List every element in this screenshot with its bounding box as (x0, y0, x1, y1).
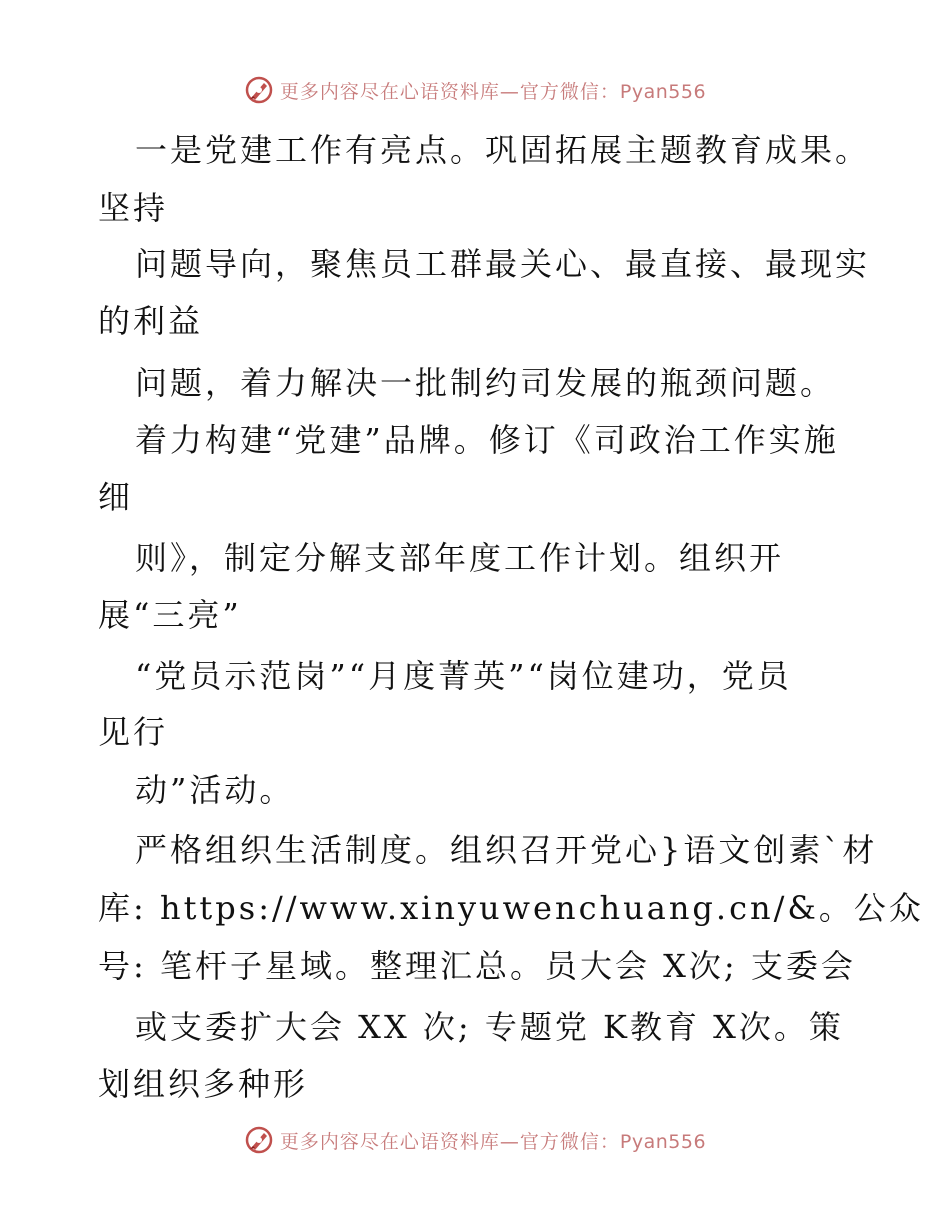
text-line: 的利益 (98, 302, 204, 340)
text-line: 则》，制定分解支部年度工作计划。组织开 (135, 539, 785, 577)
watermark-footer (0, 1122, 950, 1158)
watermark-text: 更多内容尽在心语资料库—官方微信：Pyan556 (279, 1130, 707, 1153)
watermark-text: 更多内容尽在心语资料库—官方微信：Pyan556 (279, 80, 707, 103)
text-line: 坚持 (98, 189, 169, 227)
text-line: 问题，着力解决一批制约司发展的瓶颈问题。 (135, 364, 836, 402)
text-line: 严格组织生活制度。组织召开党心}语文创素`材 (135, 831, 878, 869)
text-line: 展“三亮” (98, 596, 242, 634)
text-line: 见行 (98, 713, 169, 751)
text-line: 动”活动。 (135, 771, 295, 809)
pen-logo-icon (244, 75, 274, 105)
text-line: 一是党建工作有亮点。巩固拓展主题教育成果。 (135, 131, 871, 169)
watermark-header (0, 72, 950, 108)
text-line: 库: https://www.xinyuwenchuang.cn/&。公众 (98, 889, 924, 927)
text-line: 着力构建“党建”品牌。修订《司政治工作实施 (135, 421, 839, 459)
text-line: “党员示范岗”“月度菁英”“岗位建功，党员 (135, 657, 792, 695)
pen-logo-icon (244, 1125, 274, 1155)
text-line: 问题导向，聚焦员工群最关心、最直接、最现实 (135, 245, 871, 283)
text-line: 划组织多种形 (98, 1065, 309, 1103)
text-line: 细 (98, 478, 134, 516)
text-line: 号: 笔杆子星域。整理汇总。员大会 X次; 支委会 (98, 947, 856, 985)
text-line: 或支委扩大会 XX 次; 专题党 K教育 X次。策 (135, 1008, 844, 1046)
